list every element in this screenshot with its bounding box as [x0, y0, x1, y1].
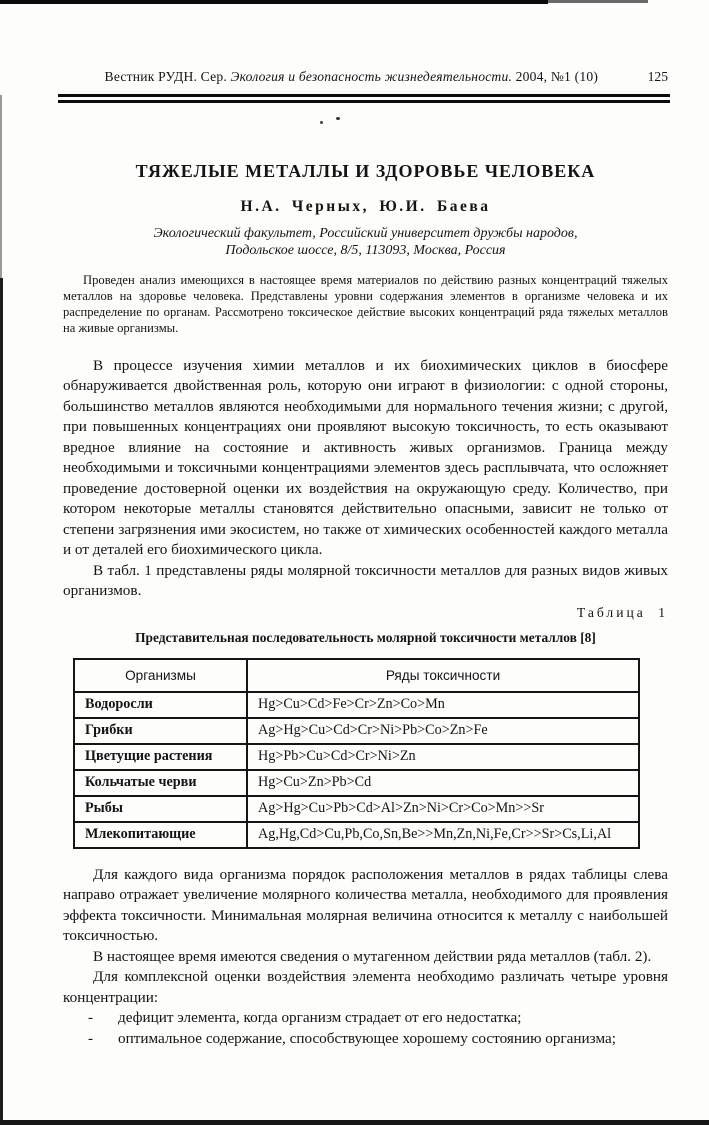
body-paragraph: Для комплексной оценки воздействия элемента необходимо различать четыре уровня концентрации: [63, 968, 668, 1006]
article-affiliation [63, 225, 668, 259]
body-paragraph: В процессе изучения химии металлов и их биохимических циклов в биосфере обнаруживается двойственная роль, которую они играют в физиологии: с одной стороны, большинство металлов являются необходимыми для нормального течения жизни; с другой, при повышенных концентрациях они проявляют высокую токсичность, то есть оказывают вредное влияние на состояние и активность живых организмов. Граница между необходимыми и токсичными концентрациями элементов здесь расплывчата, что осложняет проведение достоверной оценки их воздействия на окружающую среду. Количество, при котором некоторые металлы становятся действительно опасными, зависит не только от степени загрязнения ими экосистем, но также от химических особенностей каждого металла и от деталей его биохимического цикла. [63, 356, 668, 559]
series-cell: Ag>Hg>Cu>Pb>Cd>Al>Zn>Ni>Cr>Co>Mn>>Sr [247, 796, 639, 822]
header-divider-rule [58, 94, 670, 103]
organism-cell: Цветущие растения [74, 744, 247, 770]
list-item-text: оптимальное содержание, способствующее хорошему состоянию организма; [118, 1029, 616, 1047]
table-row [74, 744, 639, 770]
list-item [63, 1029, 668, 1050]
series-cell: Hg>Cu>Cd>Fe>Cr>Zn>Co>Mn [247, 692, 639, 718]
article-abstract: Проведен анализ имеющихся в настоящее время материалов по действию разных концентраций тяжелых металлов на здоровье человека. Представлены уровни содержания элементов в организме человека и их распределение по органам. Рассмотрено токсическое действие высоких концентраций ряда тяжелых металлов на живые организмы. [63, 273, 668, 335]
table-row [74, 770, 639, 796]
article-authors: Н.А. Черных, Ю.И. Баева [240, 198, 491, 215]
organism-cell: Кольчатые черви [74, 770, 247, 796]
table-header-toxicity-series: Ряды токсичности [247, 659, 639, 692]
page-content [63, 0, 668, 1049]
table-row [74, 822, 639, 848]
organism-cell: Грибки [74, 718, 247, 744]
journal-reference [63, 68, 640, 86]
organism-cell: Млекопитающие [74, 822, 247, 848]
body-paragraph: Для каждого вида организма порядок расположения металлов в рядах таблицы слева направо отражает увеличение молярного количества металла, необходимого для проявления эффекта токсичности. Минимальная молярная величина относится к металлу с наибольшей токсичностью. [63, 865, 668, 945]
organism-cell: Рыбы [74, 796, 247, 822]
after-table-text [63, 865, 668, 1050]
list-item-text: дефицит элемента, когда организм страдает от его недостатка; [118, 1009, 522, 1027]
table-row [74, 692, 639, 718]
body-paragraph: В табл. 1 представлены ряды молярной токсичности металлов для разных видов живых организмов. [63, 561, 668, 600]
series-cell: Hg>Pb>Cu>Cd>Cr>Ni>Zn [247, 744, 639, 770]
list-dash-marker: - [88, 1009, 94, 1027]
scan-artifact-left-strip-light [0, 95, 2, 280]
toxicity-table [73, 658, 640, 849]
series-cell: Hg>Cu>Zn>Pb>Cd [247, 770, 639, 796]
series-cell: Ag,Hg,Cd>Cu,Pb,Co,Sn,Be>>Mn,Zn,Ni,Fe,Cr>>Sr>Cs,Li,Al [247, 822, 639, 848]
journal-name: Вестник РУДН. Сер. [104, 69, 231, 84]
affiliation-line-2: Подольское шоссе, 8/5, 113093, Москва, Россия [225, 243, 506, 258]
article-title: ТЯЖЕЛЫЕ МЕТАЛЛЫ И ЗДОРОВЬЕ ЧЕЛОВЕКА [135, 161, 596, 181]
page-number: 125 [647, 69, 668, 84]
table-caption: Представительная последовательность молярной токсичности металлов [8] [135, 629, 596, 645]
table-header-organisms: Организмы [74, 659, 247, 692]
organism-cell: Водоросли [74, 692, 247, 718]
series-cell: Ag>Hg>Cu>Cd>Cr>Ni>Pb>Co>Zn>Fe [247, 718, 639, 744]
table-row [74, 718, 639, 744]
table-row [74, 796, 639, 822]
body-paragraph: В настоящее время имеются сведения о мутагенном действии ряда металлов (табл. 2). [93, 947, 652, 965]
running-head [63, 68, 668, 86]
list-dash-marker: - [88, 1029, 94, 1047]
table-header-row [74, 659, 639, 692]
list-item [63, 1008, 668, 1029]
table-label: Таблица 1 [576, 604, 668, 620]
journal-issue: 2004, №1 (10) [512, 69, 599, 84]
journal-series-title: Экология и безопасность жизнедеятельности. [230, 69, 513, 84]
scan-artifact-bottom-bar [0, 1120, 709, 1125]
affiliation-line-1: Экологический факультет, Российский университет дружбы народов, [153, 226, 578, 241]
scan-artifact-left-strip-dark [0, 278, 3, 1125]
